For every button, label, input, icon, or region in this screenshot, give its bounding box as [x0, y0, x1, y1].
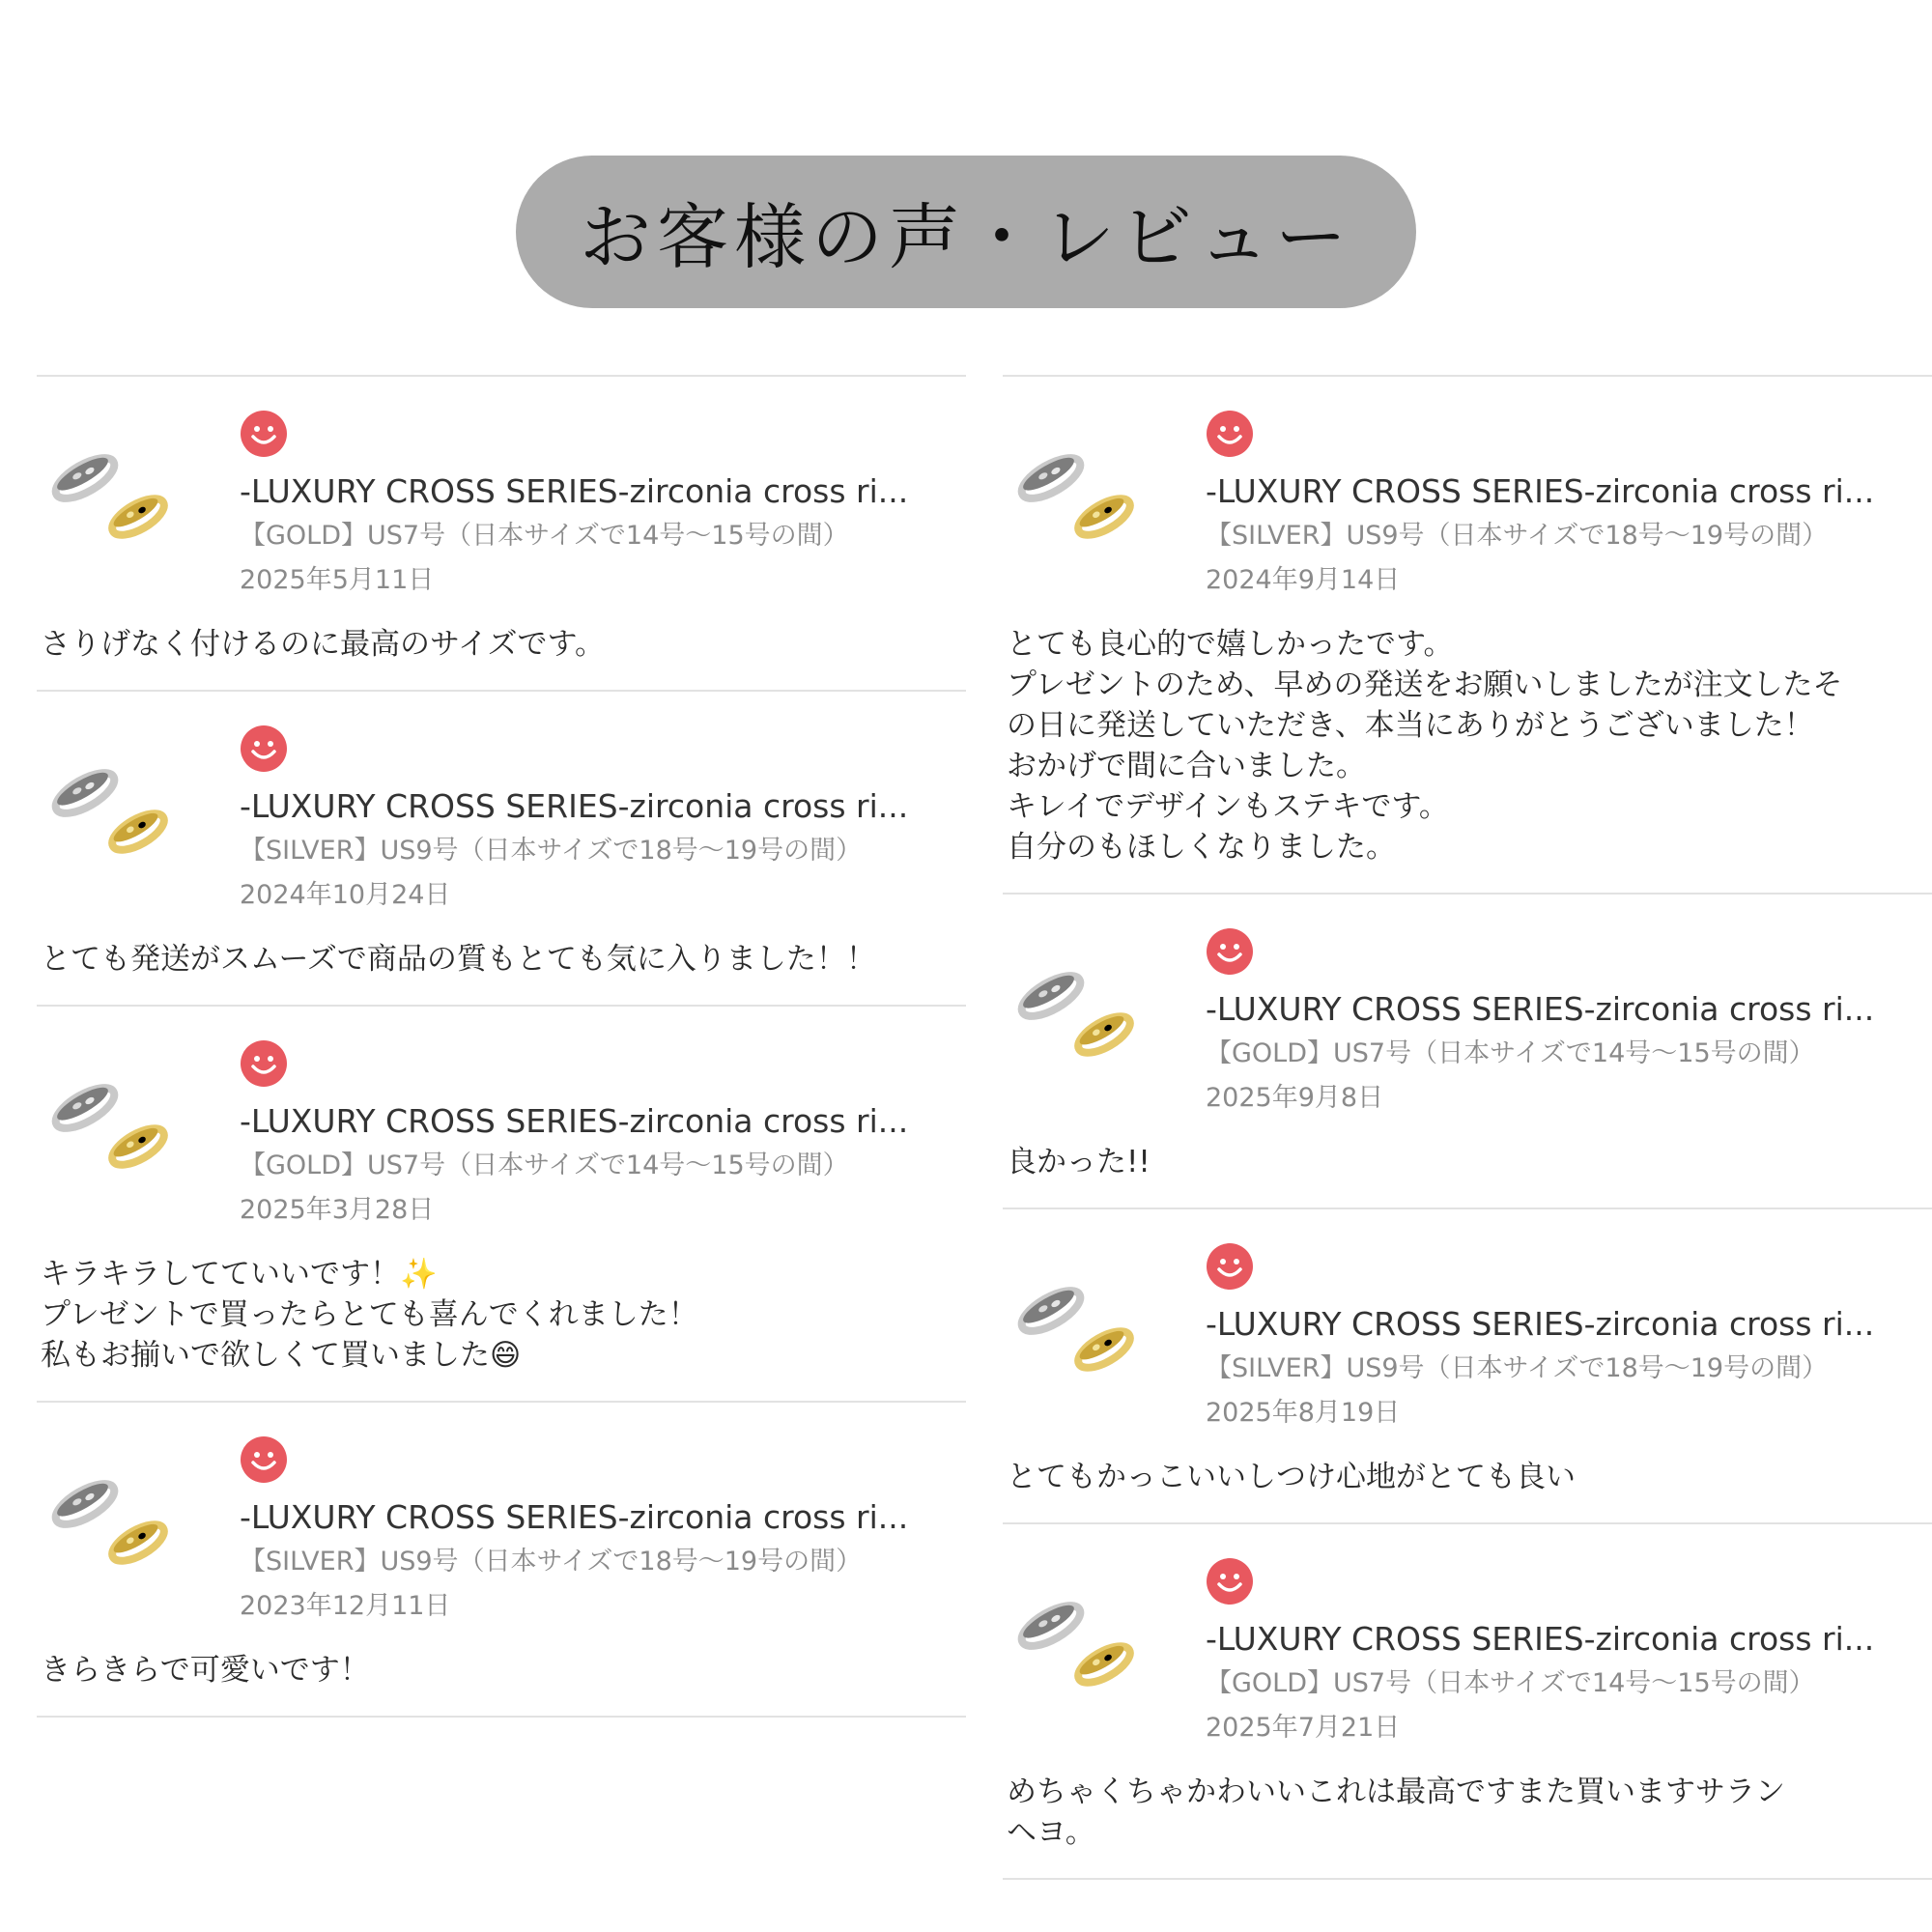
- review-item: [37, 1401, 966, 1718]
- review-meta: [1206, 1524, 1932, 1750]
- title-banner: [516, 156, 1416, 308]
- review-meta: [1206, 1209, 1932, 1435]
- right-review-column: [1003, 375, 1932, 1880]
- review-item: [37, 690, 966, 1005]
- variant-label: 【GOLD】US7号（日本サイズで14号〜15号の間）: [240, 521, 849, 551]
- review-meta: [240, 692, 966, 918]
- product-name[interactable]: -LUXURY CROSS SERIES-zirconia cross ri...: [240, 1498, 909, 1536]
- review-text: 良かった!!: [1007, 1145, 1151, 1179]
- variant-label: 【GOLD】US7号（日本サイズで14号〜15号の間）: [1206, 1038, 1815, 1068]
- product-name[interactable]: -LUXURY CROSS SERIES-zirconia cross ri...: [240, 787, 909, 825]
- review-text: とてもかっこいいしつけ心地がとても良い: [1007, 1460, 1576, 1494]
- review-meta: [240, 377, 966, 603]
- variant-label: 【SILVER】US9号（日本サイズで18号〜19号の間）: [240, 1547, 863, 1577]
- smile-face-icon: [1206, 410, 1254, 458]
- review-item: [37, 1005, 966, 1401]
- review-meta: [240, 1007, 966, 1233]
- ring-pair-thumbnail: [37, 435, 191, 560]
- review-date: 2025年5月11日: [240, 565, 435, 595]
- ring-pair-thumbnail: [1003, 435, 1157, 560]
- review-item: [1003, 1208, 1932, 1522]
- ring-pair-thumbnail: [1003, 952, 1157, 1078]
- smile-face-icon: [1206, 1242, 1254, 1291]
- review-item: [1003, 893, 1932, 1208]
- ring-pair-thumbnail: [37, 1065, 191, 1190]
- smile-face-icon: [240, 724, 288, 773]
- smile-face-icon: [240, 1435, 288, 1484]
- variant-label: 【SILVER】US9号（日本サイズで18号〜19号の間）: [1206, 521, 1829, 551]
- smile-face-icon: [240, 1039, 288, 1088]
- review-date: 2025年9月8日: [1206, 1083, 1384, 1113]
- variant-label: 【GOLD】US7号（日本サイズで14号〜15号の間）: [240, 1151, 849, 1180]
- review-date: 2025年8月19日: [1206, 1398, 1401, 1428]
- review-date: 2023年12月11日: [240, 1591, 451, 1621]
- review-item: [1003, 1522, 1932, 1880]
- product-name[interactable]: -LUXURY CROSS SERIES-zirconia cross ri...: [240, 472, 909, 510]
- variant-label: 【SILVER】US9号（日本サイズで18号〜19号の間）: [240, 836, 863, 866]
- review-item: [37, 375, 966, 690]
- ring-pair-thumbnail: [1003, 1582, 1157, 1708]
- review-text: きらきらで可愛いです！: [41, 1653, 370, 1688]
- review-item: [1003, 375, 1932, 893]
- product-name[interactable]: -LUXURY CROSS SERIES-zirconia cross ri...: [1206, 990, 1875, 1028]
- review-text: さりげなく付けるのに最高のサイズです。: [41, 627, 606, 662]
- page-title: お客様の声・レビュー: [580, 196, 1352, 279]
- variant-label: 【GOLD】US7号（日本サイズで14号〜15号の間）: [1206, 1668, 1815, 1698]
- review-text: とても良心的で嬉しかったです。 プレゼントのため、早めの発送をお願いしましたが注文したそ の日に発送していただき、本当にありがとうございました！ おかげで間に合いました。 キレイでデザインもステキです。 自分のもほしくなりました。: [1007, 627, 1843, 865]
- review-date: 2025年7月21日: [1206, 1713, 1401, 1743]
- review-meta: [1206, 377, 1932, 603]
- review-meta: [240, 1403, 966, 1629]
- review-text: とても発送がスムーズで商品の質もとても気に入りました！！: [41, 942, 876, 977]
- review-date: 2024年9月14日: [1206, 565, 1401, 595]
- product-name[interactable]: -LUXURY CROSS SERIES-zirconia cross ri...: [1206, 1620, 1875, 1658]
- review-text: めちゃくちゃかわいいこれは最高ですまた買いますサラン ヘヨ。: [1007, 1775, 1785, 1850]
- ring-pair-thumbnail: [1003, 1267, 1157, 1393]
- review-meta: [1206, 895, 1932, 1121]
- review-text: キラキラしてていいです！✨ プレゼントで買ったらとても喜んでくれました！ 私もお揃いで欲しくて買いました😄: [41, 1257, 698, 1373]
- review-date: 2025年3月28日: [240, 1195, 435, 1225]
- variant-label: 【SILVER】US9号（日本サイズで18号〜19号の間）: [1206, 1353, 1829, 1383]
- product-name[interactable]: -LUXURY CROSS SERIES-zirconia cross ri...: [1206, 472, 1875, 510]
- left-review-column: [37, 375, 966, 1718]
- product-name[interactable]: -LUXURY CROSS SERIES-zirconia cross ri...: [1206, 1305, 1875, 1343]
- ring-pair-thumbnail: [37, 1461, 191, 1586]
- smile-face-icon: [1206, 1557, 1254, 1605]
- review-date: 2024年10月24日: [240, 880, 451, 910]
- ring-pair-thumbnail: [37, 750, 191, 875]
- smile-face-icon: [240, 410, 288, 458]
- product-name[interactable]: -LUXURY CROSS SERIES-zirconia cross ri...: [240, 1102, 909, 1140]
- smile-face-icon: [1206, 927, 1254, 976]
